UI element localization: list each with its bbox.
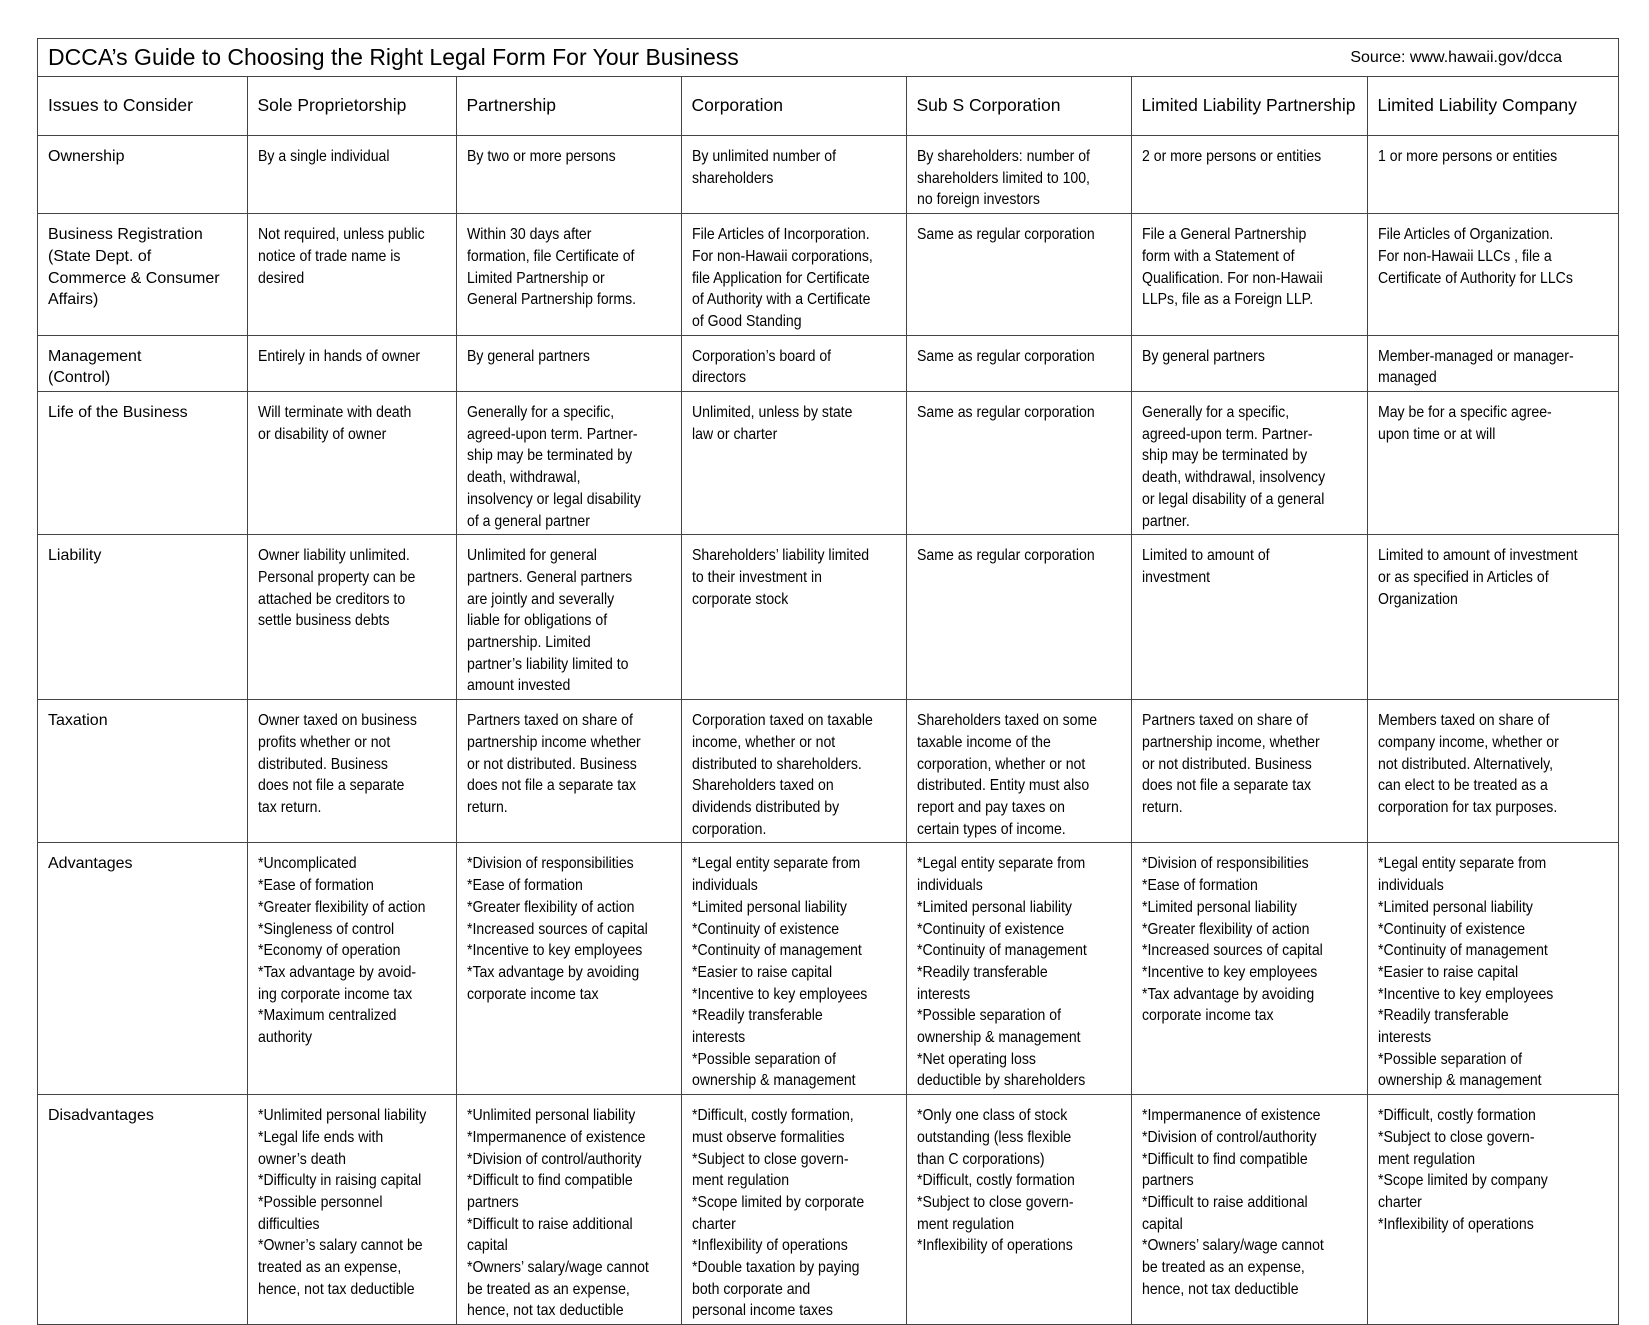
table-cell: Corporation taxed on taxable income, whether or not distributed to shareholders. Shareholders taxed on dividends distributed by corporation.: [681, 700, 906, 843]
page-title: DCCA’s Guide to Choosing the Right Legal Form For Your Business: [48, 44, 739, 70]
table-cell: File Articles of Organization. For non-Hawaii LLCs , file a Certificate of Authority for LLCs: [1367, 214, 1618, 336]
title-bar: [38, 39, 1618, 77]
table-cell: *Impermanence of existence *Division of control/authority *Difficult to find compatible partners *Difficult to raise additional capital *Owners’ salary/wage cannot be treated as an expense, hence, not tax deductible: [1131, 1095, 1367, 1325]
header-llc: Limited Liability Company: [1367, 77, 1618, 136]
table-cell: *Legal entity separate from individuals *Limited personal liability *Continuity of existence *Continuity of management *Readily transferable interests *Possible separation of ownership & management *Net operating loss deductible by shareholders: [906, 843, 1131, 1095]
row-life-of-business: [38, 392, 1618, 535]
guide-document: [37, 38, 1619, 1325]
row-label: Life of the Business: [38, 392, 247, 535]
table-cell: *Unlimited personal liability *Impermanence of existence *Division of control/authority *Difficult to find compatible partners *Difficult to raise additional capital *Owners’ salary/wage cannot be treated as an expense, hence, not tax deductible: [456, 1095, 681, 1325]
table-cell: File a General Partnership form with a Statement of Qualification. For non-Hawaii LLPs, file as a Foreign LLP.: [1131, 214, 1367, 336]
row-advantages: [38, 843, 1618, 1095]
table-cell: Entirely in hands of owner: [247, 335, 456, 391]
table-cell: Generally for a specific, agreed-upon term. Partner- ship may be terminated by death, withdrawal, insolvency or legal disability of a general partner.: [1131, 392, 1367, 535]
table-cell: *Division of responsibilities *Ease of formation *Limited personal liability *Greater flexibility of action *Increased sources of capital *Incentive to key employees *Tax advantage by avoiding corporate income tax: [1131, 843, 1367, 1095]
table-cell: *Unlimited personal liability *Legal life ends with owner’s death *Difficulty in raising capital *Possible personnel difficulties *Owner’s salary cannot be treated as an expense, hence, not tax deductible: [247, 1095, 456, 1325]
row-label: Taxation: [38, 700, 247, 843]
table-cell: Not required, unless public notice of trade name is desired: [247, 214, 456, 336]
table-cell: Owner liability unlimited. Personal property can be attached be creditors to settle business debts: [247, 535, 456, 700]
table-cell: Shareholders’ liability limited to their investment in corporate stock: [681, 535, 906, 700]
table-cell: Limited to amount of investment: [1131, 535, 1367, 700]
table-cell: Members taxed on share of company income, whether or not distributed. Alternatively, can elect to be treated as a corporation for tax purposes.: [1367, 700, 1618, 843]
table-cell: Owner taxed on business profits whether or not distributed. Business does not file a separate tax return.: [247, 700, 456, 843]
table-cell: 1 or more persons or entities: [1367, 136, 1618, 214]
comparison-table: [38, 77, 1618, 1324]
header-row: [38, 77, 1618, 136]
row-label: Ownership: [38, 136, 247, 214]
header-partnership: Partnership: [456, 77, 681, 136]
table-cell: Member-managed or manager- managed: [1367, 335, 1618, 391]
row-liability: [38, 535, 1618, 700]
row-label: Management (Control): [38, 335, 247, 391]
table-cell: 2 or more persons or entities: [1131, 136, 1367, 214]
table-cell: Same as regular corporation: [906, 335, 1131, 391]
table-cell: Unlimited, unless by state law or charter: [681, 392, 906, 535]
row-disadvantages: [38, 1095, 1618, 1325]
row-label: Disadvantages: [38, 1095, 247, 1325]
row-business-registration: [38, 214, 1618, 336]
table-cell: Within 30 days after formation, file Certificate of Limited Partnership or General Partnership forms.: [456, 214, 681, 336]
table-cell: Partners taxed on share of partnership income whether or not distributed. Business does not file a separate tax return.: [456, 700, 681, 843]
table-cell: Same as regular corporation: [906, 535, 1131, 700]
row-taxation: [38, 700, 1618, 843]
header-issues: Issues to Consider: [38, 77, 247, 136]
source-note: Source: www.hawaii.gov/dcca: [1350, 48, 1562, 66]
header-corporation: Corporation: [681, 77, 906, 136]
table-cell: Shareholders taxed on some taxable income of the corporation, whether or not distributed. Entity must also report and pay taxes on certain types of income.: [906, 700, 1131, 843]
table-cell: Partners taxed on share of partnership income, whether or not distributed. Business does not file a separate tax return.: [1131, 700, 1367, 843]
header-llp: Limited Liability Partnership: [1131, 77, 1367, 136]
table-cell: Corporation’s board of directors: [681, 335, 906, 391]
table-cell: *Difficult, costly formation *Subject to close govern- ment regulation *Scope limited by company charter *Inflexibility of operations: [1367, 1095, 1618, 1325]
table-cell: *Uncomplicated *Ease of formation *Greater flexibility of action *Singleness of control *Economy of operation *Tax advantage by avoid- ing corporate income tax *Maximum centralized authority: [247, 843, 456, 1095]
row-label: Business Registration (State Dept. of Commerce & Consumer Affairs): [38, 214, 247, 336]
header-sub-s-corporation: Sub S Corporation: [906, 77, 1131, 136]
row-label: Advantages: [38, 843, 247, 1095]
table-cell: By shareholders: number of shareholders limited to 100, no foreign investors: [906, 136, 1131, 214]
table-cell: By a single individual: [247, 136, 456, 214]
table-cell: May be for a specific agree- upon time or at will: [1367, 392, 1618, 535]
table-cell: By two or more persons: [456, 136, 681, 214]
header-sole-proprietorship: Sole Proprietorship: [247, 77, 456, 136]
row-ownership: [38, 136, 1618, 214]
table-cell: Unlimited for general partners. General partners are jointly and severally liable for obligations of partnership. Limited partner’s liability limited to amount invested: [456, 535, 681, 700]
table-cell: By general partners: [456, 335, 681, 391]
table-cell: Same as regular corporation: [906, 392, 1131, 535]
table-cell: *Difficult, costly formation, must observe formalities *Subject to close govern- ment regulation *Scope limited by corporate charter *Inflexibility of operations *Double taxation by paying both corporate and personal income taxes: [681, 1095, 906, 1325]
table-cell: *Legal entity separate from individuals *Limited personal liability *Continuity of existence *Continuity of management *Easier to raise capital *Incentive to key employees *Readily transferable interests *Possible separation of ownership & management: [681, 843, 906, 1095]
table-cell: *Division of responsibilities *Ease of formation *Greater flexibility of action *Increased sources of capital *Incentive to key employees *Tax advantage by avoiding corporate income tax: [456, 843, 681, 1095]
table-cell: Will terminate with death or disability of owner: [247, 392, 456, 535]
table-cell: File Articles of Incorporation. For non-Hawaii corporations, file Application for Certificate of Authority with a Certificate of Good Standing: [681, 214, 906, 336]
row-management: [38, 335, 1618, 391]
table-cell: *Only one class of stock outstanding (less flexible than C corporations) *Difficult, costly formation *Subject to close govern- ment regulation *Inflexibility of operations: [906, 1095, 1131, 1325]
table-cell: Generally for a specific, agreed-upon term. Partner- ship may be terminated by death, withdrawal, insolvency or legal disability of a general partner: [456, 392, 681, 535]
table-cell: Limited to amount of investment or as specified in Articles of Organization: [1367, 535, 1618, 700]
table-cell: *Legal entity separate from individuals *Limited personal liability *Continuity of existence *Continuity of management *Easier to raise capital *Incentive to key employees *Readily transferable interests *Possible separation of ownership & management: [1367, 843, 1618, 1095]
table-cell: By general partners: [1131, 335, 1367, 391]
table-cell: By unlimited number of shareholders: [681, 136, 906, 214]
table-cell: Same as regular corporation: [906, 214, 1131, 336]
row-label: Liability: [38, 535, 247, 700]
